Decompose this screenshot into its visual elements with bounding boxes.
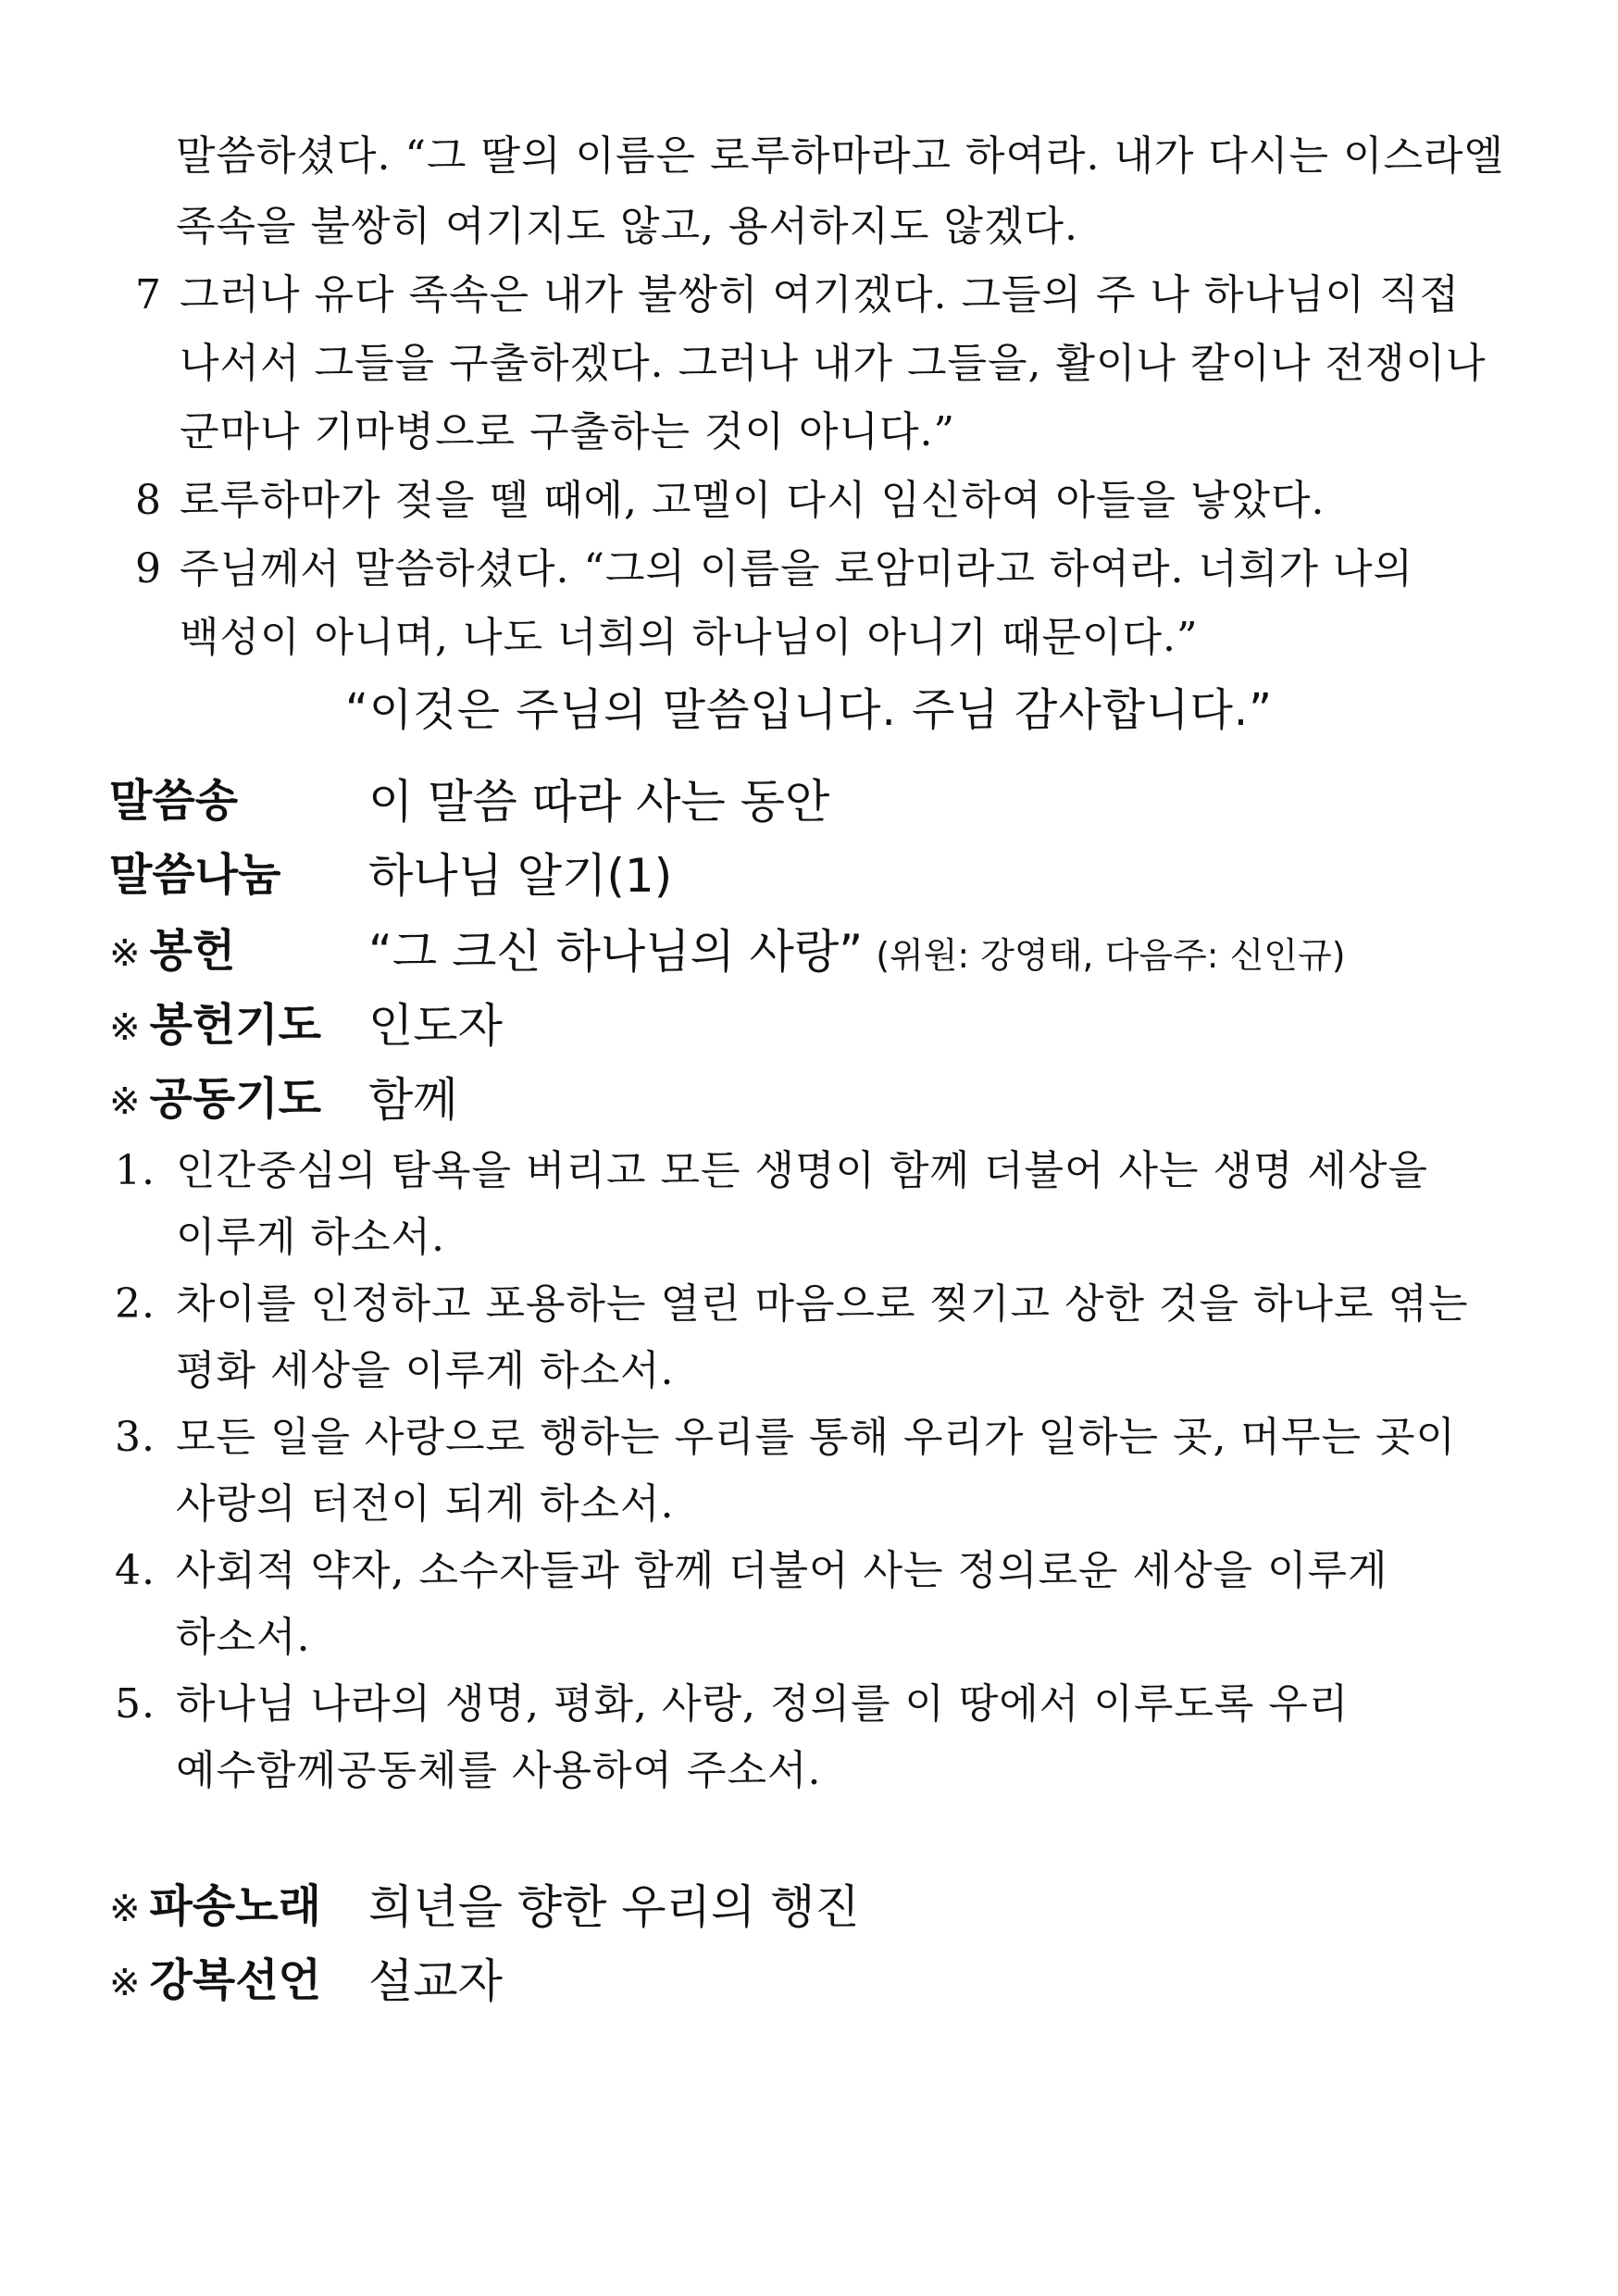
scripture-line: 족속을 불쌍히 여기지도 않고, 용서하지도 않겠다. <box>176 203 1078 250</box>
verse-text: 그러나 유다 족속은 내가 불쌍히 여기겠다. 그들의 주 나 하나님이 직접 <box>180 271 1460 318</box>
prayer-item: 2. 차이를 인정하고 포용하는 열린 마음으로 찢기고 상한 것을 하나로 엮는 <box>115 1280 1469 1328</box>
order-label: 말씀송 <box>109 775 239 827</box>
verse-7 <box>135 261 1460 320</box>
order-value: 하나님 알기(1) <box>368 849 673 903</box>
verse-text: 나서서 그들을 구출하겠다. 그러나 내가 그들을, 활이나 칼이나 전쟁이나 <box>180 340 1487 387</box>
prayer-item: 1. 인간중심의 탐욕을 버리고 모든 생명이 함께 더불어 사는 생명 세상을 <box>115 1147 1428 1194</box>
order-label: ※ 공동기도 <box>109 1073 321 1125</box>
prayer-text: 예수함께공동체를 사용하여 주소서. <box>176 1747 822 1794</box>
standing-mark: ※ <box>109 932 141 975</box>
prayer-text: 평화 세상을 이루게 하소서. <box>176 1347 675 1394</box>
order-label: 말씀나눔 <box>109 849 281 901</box>
order-label: ※ 강복선언 <box>109 1954 321 2006</box>
prayer-text: 사랑의 터전이 되게 하소서. <box>176 1480 675 1528</box>
order-value: 희년을 향한 우리의 행진 <box>368 1880 860 1934</box>
verse-8 <box>135 467 1325 526</box>
order-value <box>368 915 1346 981</box>
prayer-text: 이루게 하소서. <box>176 1214 445 1261</box>
scripture-closing: “이것은 주님의 말씀입니다. 주님 감사합니다.” <box>345 684 1273 736</box>
offering-hymn: “그 크신 하나님의 사랑” <box>368 925 864 979</box>
prayer-item: 3. 모든 일을 사랑으로 행하는 우리를 통해 우리가 일하는 곳, 머무는 곳이 <box>115 1414 1456 1461</box>
offering-note: (위원: 강영태, 다음주: 신인규) <box>876 935 1346 976</box>
prayer-item: 4. 사회적 약자, 소수자들과 함께 더불어 사는 정의로운 세상을 이루게 <box>115 1547 1388 1594</box>
verse-text: 백성이 아니며, 나도 너희의 하나님이 아니기 때문이다.” <box>180 614 1199 661</box>
verse-text: 주님께서 말씀하셨다. “그의 이름을 로암미라고 하여라. 너희가 나의 <box>180 545 1413 593</box>
order-label: ※ 봉헌기도 <box>109 999 321 1051</box>
scripture-line: 말씀하셨다. “그 딸의 이름은 로루하마라고 하여라. 내가 다시는 이스라엘 <box>176 132 1504 180</box>
order-value: 함께 <box>368 1073 458 1127</box>
order-value: 설교자 <box>368 1954 503 2008</box>
prayer-item: 5. 하나님 나라의 생명, 평화, 사랑, 정의를 이 땅에서 이루도록 우리 <box>115 1680 1350 1728</box>
verse-number: 8 <box>135 477 162 524</box>
standing-mark: ※ <box>109 1080 141 1123</box>
verse-number: 7 <box>135 271 162 318</box>
order-value: 인도자 <box>368 999 503 1053</box>
standing-mark: ※ <box>109 1962 141 2004</box>
prayer-text: 하소서. <box>176 1614 311 1661</box>
standing-mark: ※ <box>109 1006 141 1049</box>
standing-mark: ※ <box>109 1888 141 1930</box>
order-value: 이 말씀 따라 사는 동안 <box>368 775 830 829</box>
order-label: ※ 파송노래 <box>109 1880 321 1932</box>
verse-9 <box>135 535 1413 594</box>
order-label: ※ 봉헌 <box>109 925 236 977</box>
verse-text: 군마나 기마병으로 구출하는 것이 아니다.” <box>180 408 955 455</box>
verse-number: 9 <box>135 545 162 593</box>
verse-text: 로루하마가 젖을 뗄 때에, 고멜이 다시 임신하여 아들을 낳았다. <box>180 477 1326 524</box>
